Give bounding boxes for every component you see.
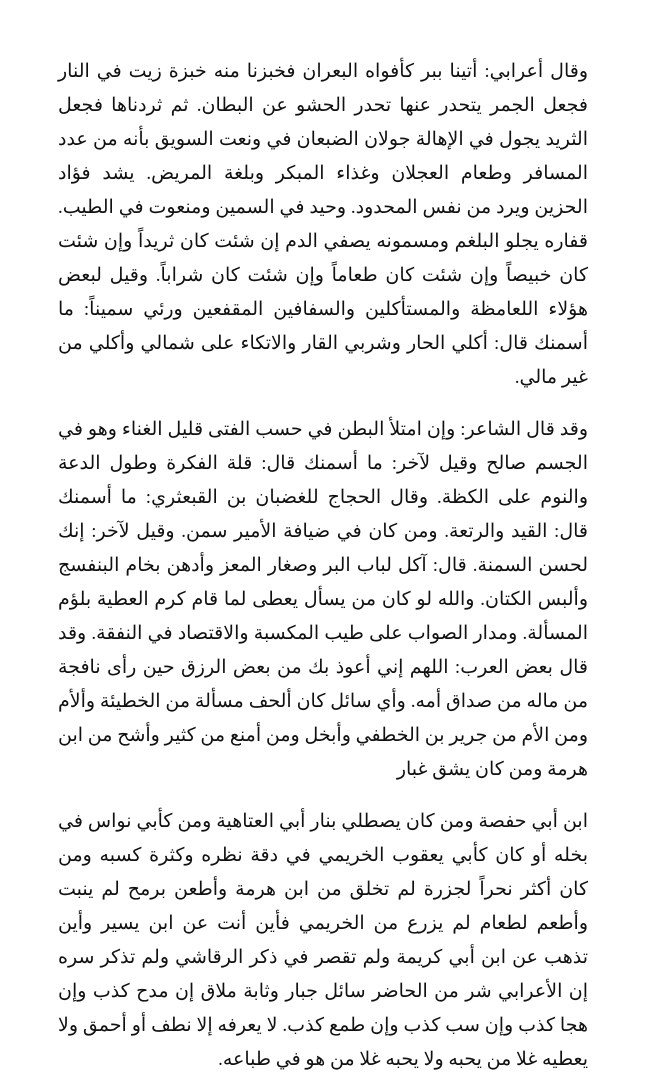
paragraph-1: وقال أعرابي: أتينا ببر كأفواه البعران فخبزنا منه خبزة زيت في النار فجعل الجمر يتحدر عنها تحدر الحشو عن البطان. ثم ثردناها فجعل الثريد يجول في الإهالة جولان الضبعان في ونعت السويق بأنه من عدد المسافر وطعام العجلان وغذاء المبكر وبلغة المريض. يشد فؤاد الحزين ويرد من نفس المحدود. وحيد في السمين ومنعوت في الطيب. قفاره يجلو البلغم ومسمونه يصفي الدم إن شئت كان ثريداً وإن شئت كان خبيصاً وإن شئت كان طعاماً وإن شئت كان شراباً. وقيل لبعض هؤلاء اللعامظة والمستأكلين والسفافين المقفعين ورئي سميناً: ما أسمنك قال: أكلي الحار وشربي القار والاتكاء على شمالي وأكلي من غير مالي. bbox=[58, 61, 588, 388]
paragraph-3: ابن أبي حفصة ومن كان يصطلي بنار أبي العتاهية ومن كأبي نواس في بخله أو كان كأبي يعقوب الخريمي في دقة نظره وكثرة كسبه ومن كان أكثر نحراً لجزرة لم تخلق من ابن هرمة وأطعن برمح لم ينبت وأطعم لطعام لم يزرع من الخريمي فأين أنت عن ابن يسير وأين تذهب عن ابن أبي كريمة ولم تقصر في ذكر الرقاشي ولم تذكر سره إن الأعرابي شر من الحاضر سائل جبار وثابة ملاق إن مدح كذب وإن هجا كذب وإن سب كذب وإن طمع كذب. لا يعرفه إلا نطف أو أحمق ولا يعطيه غلا من يحبه ولا يحبه غلا من هو في طباعه. bbox=[58, 811, 588, 1070]
paragraph-2: وقد قال الشاعر: وإن امتلأ البطن في حسب الفتى قليل الغناء وهو في الجسم صالح وقيل لآخر: ما أسمنك قال: قلة الفكرة وطول الدعة والنوم على الكظة. وقال الحجاج للغضبان بن القبعثري: ما أسمنك قال: القيد والرتعة. ومن كان في ضيافة الأمير سمن. وقيل لآخر: إنك لحسن السمنة. قال: آكل لباب البر وصغار المعز وأدهن بخام البنفسج وألبس الكتان. والله لو كان من يسأل يعطى لما قام كرم العطية بلؤم المسألة. ومدار الصواب على طيب المكسبة والاقتصاد في النفقة. وقد قال بعض العرب: اللهم إني أعوذ بك من بعض الرزق حين رأى نافجة من ماله من صداق أمه. وأي سائل كان ألحف مسألة من الخطيئة وألأم ومن الأم من جرير بن الخطفي وأبخل ومن أمنع من كثير وأشح من ابن هرمة ومن كان يشق غبار bbox=[58, 419, 588, 780]
document-page bbox=[58, 55, 588, 1077]
